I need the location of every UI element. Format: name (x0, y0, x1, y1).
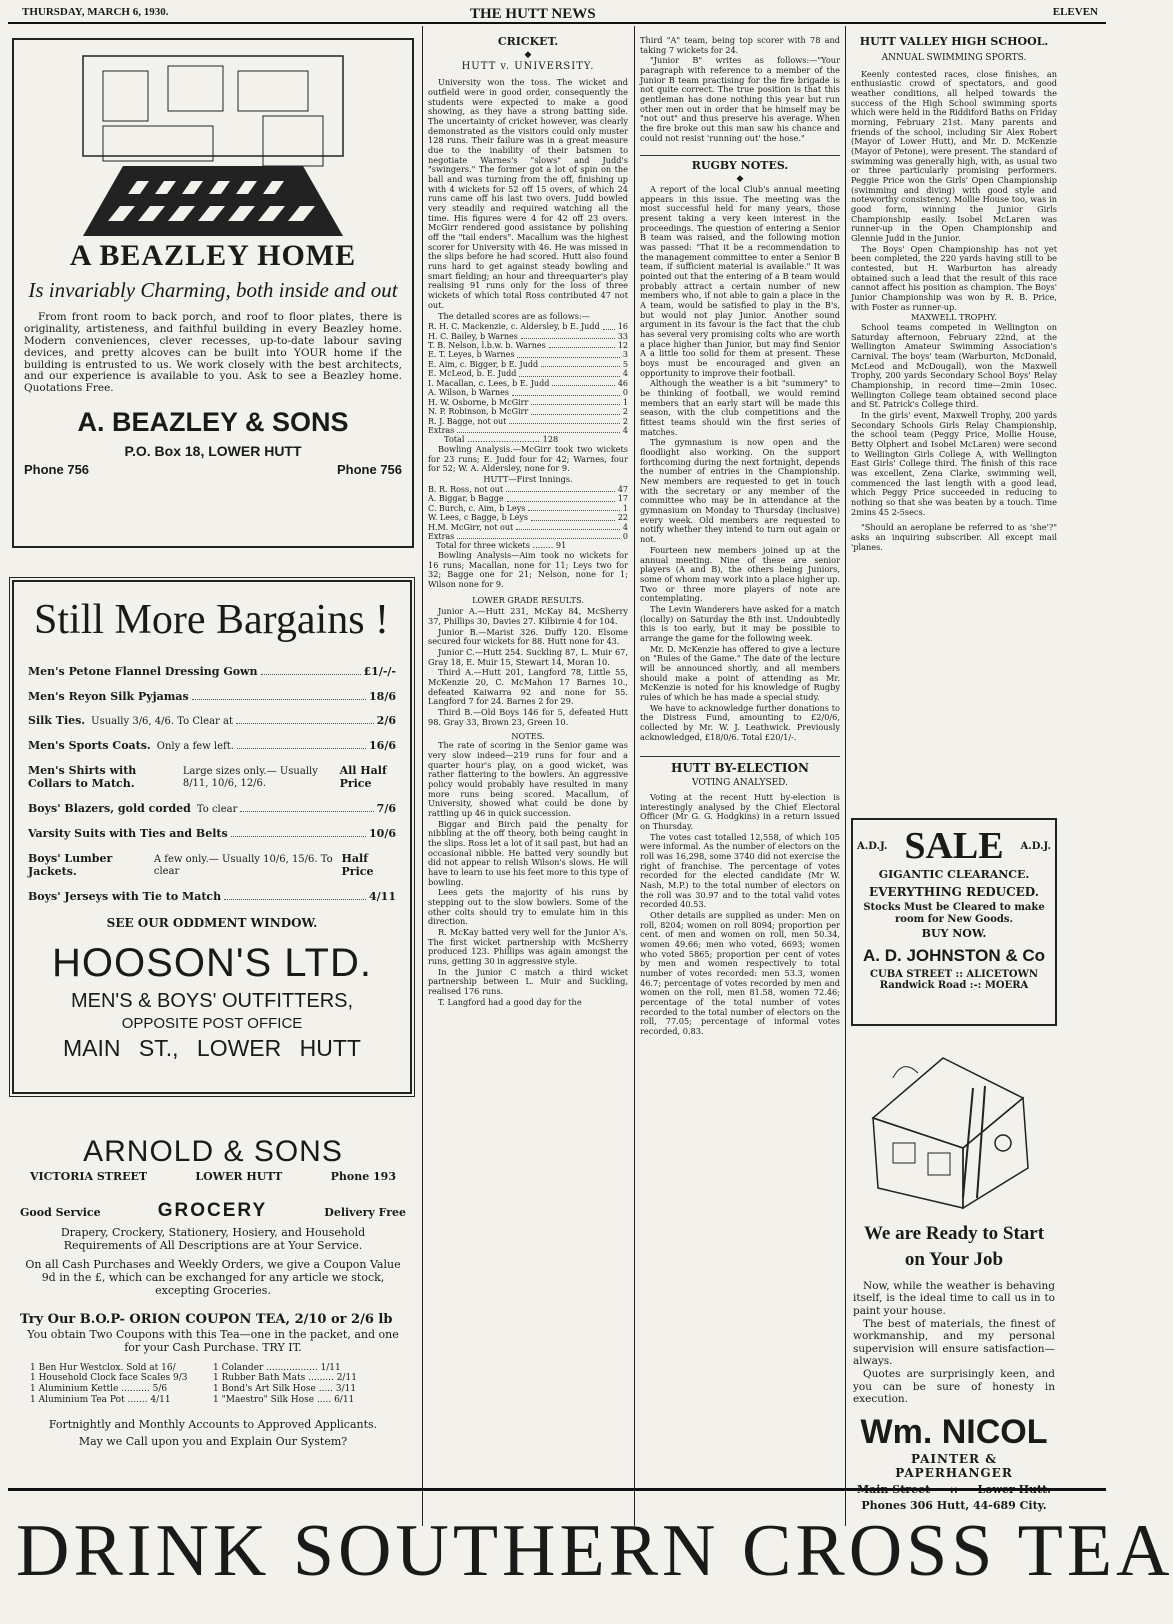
bargain-price: All Half Price (339, 764, 387, 791)
sale-heading: SALE (904, 825, 1004, 867)
column-rule (422, 26, 423, 1526)
election-2: The votes cast totalled 12,558, of which 105 were informal. As the number of electors on the roll was 16,298, some 3740 did not exercise the right of franchise. The percentage of votes recorded for the elected candidate (Mr W. Nash, M.P.) to the total number of electors on the roll was 30.97 and to the total valid votes recorded 40.53. (640, 831, 840, 910)
batsman: T. B. Nelson, l.b.w. b. Warnes (428, 341, 546, 351)
lower-grade-item: Third B.—Old Boys 146 for 5, defeated Hutt 98. Gray 33, Brown 23, Green 10. (428, 707, 628, 727)
nicol-advert (851, 1036, 1057, 1512)
hooson-sub: MEN'S & BOYS' OUTFITTERS, (70, 989, 354, 1012)
score-row (428, 388, 628, 397)
bargain-name: Boys' Jerseys with Tie to Match (28, 890, 222, 904)
buy-now: BUY NOW. (921, 926, 987, 940)
arnold-list (30, 1363, 396, 1405)
runs: 46 (617, 378, 628, 388)
beazley-advert (12, 38, 414, 548)
hutt-total: Total for three wickets ........ 91 (436, 540, 567, 551)
cricket-report: University won the toss. The wicket and outfield were in good order, consequently the students were expected to make a good showing, as they have a strong batting side. The uncertainty of cricket however, was clearly demonstrated as the visitors could only muster 128 runs. Their failure was in a great measure due to the inability of their batsmen to negotiate Warnes's "slows" and Judd's "swingers." The former got a lot of spin on the ball and was turning from the off, finishing up with 4 wickets for 52 off 15 overs, of which 24 runs came off his last two overs. Judd bowled very steadily and required watching all the time. His figures were 4 for 42 off 23 overs. McGirr rendered good assistance by polishing off the "tail enders". Macallum was the highest scorer for University with 46. He was missed in the slips before he had scored. Hutt also found runs hard to get against steady bowling and smart fielding; an hour and threequarter's play realising 91 runs only for the loss of three wickets of which total Ross contributed 47 not out. (428, 77, 628, 310)
leader-dots (516, 523, 620, 530)
page-number: ELEVEN (1052, 6, 1098, 18)
beazley-body: From front room to back porch, and roof to floor plates, there is originality, artisteness, and faithful building in every Beazley home. Modern conveniences, clever recesses, up-to-date labour saving devices, and pretty alcoves can be built into YOUR home if the building is entrusted to us. We work closely with the best architects, and our experience is available to you. Ask to see a Beazley home. Quotations Free. (24, 310, 402, 395)
beazley-phone-right: Phone 756 (336, 461, 402, 477)
hooson-opposite: OPPOSITE POST OFFICE (121, 1015, 303, 1033)
kitchen-illustration (63, 46, 363, 236)
bargain-row (28, 740, 396, 753)
aeroplane-note: "Should an aeroplane be referred to as 'she'?" asks an inquiring subscriber. All except mail 'planes. (851, 522, 1057, 552)
runs: 5 (622, 359, 628, 369)
score-row (428, 523, 628, 532)
column-rule (634, 26, 635, 1526)
beazley-headline: A BEAZLEY HOME (69, 239, 357, 272)
score-row (428, 369, 628, 378)
bargain-price: 7/6 (376, 802, 396, 816)
bargain-name: Men's Shirts with Collars to Match. (28, 764, 137, 791)
batsman: E. Aim, c. Bigger, b E. Judd (428, 359, 539, 369)
bargain-name: Men's Sports Coats. (28, 739, 151, 753)
tea-banner (8, 1488, 1173, 1616)
nicol-street: Main Street (857, 1483, 931, 1497)
runs: 4 (622, 522, 628, 532)
lower-grade-results (428, 607, 628, 727)
notes-2: Biggar and Birch paid the penalty for nibbling at the off theory, both being caught in the slips. Ross let a lot of it sail past, but had an occasional nibble. He batted very soundly but did not appear to relish Wilson's slows. He will have to learn to use his feet more to this type of bowling. (428, 818, 628, 887)
house-illustration (853, 1038, 1053, 1218)
arnold-list-item: 1 Rubber Bath Mats ......... 2/11 (213, 1373, 357, 1384)
batsman: Extras (428, 425, 455, 435)
delivery-free: Delivery Free (324, 1206, 406, 1220)
bargain-price: 4/11 (369, 890, 396, 904)
notes-3: Lees gets the majority of his runs by stepping out to the slow bowlers. Some of the other colts should try to emulate him in this direction. (428, 887, 628, 927)
university-total: Total ............................ 128 (444, 434, 559, 445)
rugby-3: The gymnasium is now open and the floodlight also working. On the support forthcoming during the next fortnight, depends the number of entries in the Championship. New members are requested to get in touch with the secretary or any member of the committee who may be in attendance at the gymnasium on Monday to Thursday (inclusive) every week. Old members are requested to notify whether they intend to turn out again or not. (640, 437, 840, 545)
bargain-row (28, 666, 396, 679)
arnold-list-row (30, 1395, 396, 1406)
hooson-title: Still More Bargains ! (34, 597, 390, 643)
batsman: H.M. McGirr, not out (428, 522, 514, 532)
leader-dots (457, 426, 620, 433)
johnston-firm: A. D. JOHNSTON & Co (863, 945, 1045, 965)
nicol-trade: PAINTER & PAPERHANGER (895, 1451, 1013, 1480)
oddment-notice: SEE OUR ODDMENT WINDOW. (106, 916, 318, 931)
score-row (428, 494, 628, 503)
score-row (428, 322, 628, 331)
leader-dots (528, 504, 620, 511)
arnold-call: May we Call upon you and Explain Our System? (78, 1435, 348, 1449)
runs: 33 (617, 331, 628, 341)
bowling-analysis-2: Bowling Analysis—Aim took no wickets for 16 runs; Macallan, none for 11; Leys two for 32; Bagge one for 21; Nelson, none for 1; Wilson none for 9. (428, 550, 628, 590)
runs: 22 (617, 513, 628, 523)
nicol-1: Now, while the weather is behaving itself, is the ideal time to call us in to paint your house. (853, 1279, 1055, 1317)
runs: 2 (622, 407, 628, 417)
notes-1: The rate of scoring in the Senior game was very slow indeed—219 runs for four and a quarter hour's play, on a good wicket, was rather flattering to the bowlers. An aggressive policy would probably have resulted in many more runs being scored. Macallum, of University, showed what could be done by rattling up 46 in quick succession. (428, 740, 628, 818)
runs: 1 (622, 503, 628, 513)
hutt-innings: HUTT—First Innings. (483, 474, 573, 485)
runs: 17 (617, 494, 628, 504)
bargain-detail: A few only.— Usually 10/6, 15/6. To clear (153, 854, 333, 878)
junior-b-letter: "Junior B" writes as follows:—"Your paragraph with reference to a member of the Junior B team practising for the fire brigade is not quite correct. The true position is that this gentleman has done nothing this year but run other men out in order that he himself may be "not out" and thus preserve his average. When the fire broke out this man saw his chance and could not resist 'running out' the hose." (640, 55, 840, 143)
score-row (428, 513, 628, 522)
leader-dots (237, 748, 366, 749)
runs: 4 (622, 369, 628, 379)
bargain-detail: Usually 3/6, 4/6. To Clear at (91, 716, 233, 728)
cricket-scores-intro: The detailed scores are as follows:— (438, 310, 590, 321)
runs: 12 (617, 341, 628, 351)
ornament: ◆ (736, 174, 744, 185)
leader-dots (521, 332, 615, 339)
bargain-name: Varsity Suits with Ties and Belts (28, 827, 228, 841)
orion-tea: Try Our B.O.P- ORION COUPON TEA, 2/10 or 2/6 lb (20, 1311, 393, 1327)
batsman: A. Biggar, b Bagge (428, 494, 504, 504)
arnold-firm: ARNOLD & SONS (83, 1135, 343, 1168)
notes-6: T. Langford had a good day for the (438, 996, 582, 1007)
arnold-advert (12, 1116, 414, 1496)
bargain-row (28, 715, 396, 728)
runs: 0 (622, 388, 628, 398)
rugby-2: Although the weather is a bit "summery" to be thinking of football, we would remind members that an early start will be made this season, with the club competitions and the fittest teams should win the first series of matches. (640, 378, 840, 437)
nicol-3: Quotes are surprisingly keen, and you can be sure of honesty in execution. (853, 1368, 1055, 1406)
nicol-2: The best of materials, the finest of workmanship, and my personal supervision will ensure satisfaction—always. (853, 1317, 1055, 1368)
nicol-firm: Wm. NICOL (860, 1412, 1048, 1451)
bargain-name: Boys' Blazers, gold corded (28, 802, 191, 816)
batsman: C. Burch, c. Aim, b Leys (428, 503, 526, 513)
lower-grade-item: Junior C.—Hutt 254. Suckling 87, L. Muir 67, Gray 18, E. Muir 15, Stewart 14, Moran 10. (428, 647, 628, 667)
bargain-row (28, 828, 396, 841)
leader-dots (506, 485, 615, 492)
lower-grade-item: Junior A.—Hutt 231, McKay 84, McSherry 37, Phillips 30, Davies 27. Kilbirnie 4 for 104. (428, 606, 628, 627)
leader-dots (192, 699, 366, 700)
batsman: R. H. C. Mackenzie, c. Aldersley, b E. Judd (428, 322, 600, 332)
leader-dots (457, 532, 620, 539)
bargain-price: Half Price (341, 852, 374, 879)
lower-grade-item: Junior B.—Marist 326. Duffy 120. Elsome secured four wickets for 88. Hutt none for 43. (428, 626, 628, 647)
hooson-firm: HOOSON'S LTD. (52, 941, 372, 986)
nicol-town: Lower Hutt. (977, 1483, 1051, 1497)
rugby-1: A report of the local Club's annual meeting appears in this issue. The meeting was the most successful held for many years, those present taking a very keen interest in the proceedings. The question of entering a Senior B team was raised, and the following motion was passed: "That it be a recommendation to the management committee to enter a Senior B team, if sufficient material is available." It was pointed out that the entering of a B team would probably attract a certain number of new members who, if not able to gain a place in the A team, would be satisfied to play in the B's, but would not play Junior. Another sound argument in its favour is the fact that the club has several very promising colts who are worth a place higher than Junior, but may find Senior A a little too solid for them at present. These boys must be encouraged and given an opportunity to improve their football. (640, 183, 840, 378)
leader-dots (531, 513, 615, 520)
page-header (8, 4, 1106, 24)
bargain-row (28, 853, 396, 879)
issue-date: THURSDAY, MARCH 6, 1930. (22, 6, 169, 18)
runs: 16 (617, 322, 628, 332)
rugby-4: Fourteen new members joined up at the annual meeting. Nine of these are senior players (A and B), the others being Juniors, some of whom may work into a place higher up. Two or three more players of note are contemplating. (640, 544, 840, 604)
election-3: Other details are supplied as under: Men on roll, 8204; women on roll 8094; proportion per cent. of men and women on roll, men 50.34, women 49.66; men who voted, 6693; women who voted 5865; proportion per cent of votes by men and women respectively to total number of votes recorded: men 53.3, women 46.7; percentage of votes recorded by men and women on the roll, men 81.58, women 72.46; percentage of the total number of votes recorded to the total number of electors on the roll, 77.05; percentage of informal votes recorded, 0.83. (640, 910, 840, 1037)
bargain-row (28, 891, 396, 904)
stocks: Stocks Must be Cleared to make room for New Goods. (863, 901, 1045, 925)
arnold-list-row (30, 1373, 396, 1384)
leader-dots (236, 723, 374, 724)
lower-grade-heading: LOWER GRADE RESULTS. (472, 594, 584, 605)
adj-right: A.D.J. (1020, 840, 1051, 852)
johnston-advert (851, 818, 1057, 1026)
school-column (851, 36, 1057, 796)
university-scorecard (428, 322, 628, 435)
batsman: A. Wilson, b Warnes (428, 388, 509, 398)
adj-left: A.D.J. (857, 840, 888, 852)
cricket-heading: CRICKET. (497, 35, 559, 48)
runs: 3 (622, 350, 628, 360)
beazley-phone-left: Phone 756 (24, 461, 90, 477)
bargain-detail: Only a few left. (156, 741, 234, 753)
runs: 0 (622, 531, 628, 541)
batsman: E. McLeod, b. E. Judd (428, 369, 517, 379)
rugby-6: Mr. D. McKenzie has offered to give a lecture on "Rules of the Game." The date of the lecture will be announced shortly, and all members should make a point of attending as Mr. McKenzie is noted for his knowledge of Rugby rules of which he has made a special study. (640, 643, 840, 702)
batsman: B. R. Ross, not out (428, 484, 504, 494)
arnold-coupon: On all Cash Purchases and Weekly Orders, we give a Coupon Value 9d in the £, which can be exchanged for any article we stock, excepting Groceries. (25, 1257, 401, 1297)
score-row (428, 398, 628, 407)
score-row (428, 407, 628, 416)
school-4: In the girls' event, Maxwell Trophy, 200 yards Secondary Schools Girls Relay Championship, the school team (Peggy Price, Mollie House, Betty Olphert and Isobel McLaren) were second to Wellington Girls College A, with Wellington East Girls' College third. The finish of this race was excellent, Zena Clarke, swimming well, commenced the last length with a good lead, which Peggy Price succeeded in reducing to nothing so that she was beaten by a touch. Time 2mins 45 2-5secs. (851, 410, 1057, 517)
hooson-address: MAIN ST., LOWER HUTT (63, 1034, 361, 1061)
leader-dots (541, 360, 620, 367)
johnston-street-1: CUBA STREET :: ALICETOWN (870, 968, 1038, 980)
leader-dots (240, 811, 373, 812)
runs: 4 (622, 425, 628, 435)
maxwell-heading: MAXWELL TROPHY. (911, 312, 997, 323)
score-row (428, 350, 628, 359)
election-heading: HUTT BY-ELECTION (640, 756, 840, 775)
notes-5: In the Junior C match a third wicket partnership between L. Muir and Suckling, realised 176 runs. (428, 966, 628, 996)
leader-dots (519, 369, 620, 376)
leader-dots (224, 899, 366, 900)
beazley-address: P.O. Box 18, LOWER HUTT (124, 443, 302, 460)
batsman: E. T. Leyes, b Warnes (428, 350, 515, 360)
nicol-separator: :: (949, 1483, 958, 1497)
ornament: ◆ (524, 49, 532, 60)
score-row (428, 485, 628, 494)
beazley-firm: A. BEAZLEY & SONS (77, 407, 349, 438)
bargain-price: £1/-/- (363, 664, 396, 678)
batsman: N. P. Robinson, b McGirr (428, 407, 529, 417)
cricket-continued: Third "A" team, being top scorer with 78 and taking 7 wickets for 24. (640, 35, 840, 55)
score-row (428, 341, 628, 350)
arnold-town: LOWER HUTT (195, 1170, 283, 1184)
bargain-list (28, 666, 396, 905)
grocery-heading: GROCERY (157, 1200, 268, 1222)
bargain-name: Men's Reyon Silk Pyjamas (28, 689, 189, 703)
batsman: I. Macallan, c. Lees, b E. Judd (428, 378, 550, 388)
rugby-heading: RUGBY NOTES. (640, 155, 840, 173)
leader-dots (517, 350, 619, 357)
beazley-tagline: Is invariably Charming, both inside and out (28, 278, 398, 303)
cricket-column (428, 36, 628, 1476)
arnold-list-item: 1 "Maestro" Silk Hose ..... 6/11 (213, 1394, 355, 1405)
score-row (428, 332, 628, 341)
arnold-lines: Drapery, Crockery, Stationery, Hosiery, and Household Requirements of All Descriptions are at Your Service. (60, 1225, 366, 1252)
cricket-sub: HUTT v. UNIVERSITY. (461, 60, 595, 72)
batsman: R. J. Bagge, not out (428, 416, 507, 426)
clearance: GIGANTIC CLEARANCE. (878, 867, 1030, 881)
bargain-price: 10/6 (369, 827, 396, 841)
bargain-name: Men's Petone Flannel Dressing Gown (28, 664, 258, 678)
batsman: W. Lees, c Bagge, b Leys (428, 513, 528, 523)
johnston-street-2: Randwick Road :-: MOERA (879, 980, 1029, 992)
batsman: H. C. Bailey, b Warnes (428, 331, 518, 341)
election-sub: VOTING ANALYSED. (692, 778, 788, 789)
orion-tea-desc: You obtain Two Coupons with this Tea—one in the packet, and one for your Cash Purchase. TRY IT. (27, 1327, 399, 1354)
bargain-row (28, 765, 396, 791)
arnold-list-item: 1 Aluminium Tea Pot ....... 4/11 (30, 1394, 171, 1405)
rugby-5: The Levin Wanderers have asked for a match (locally) on Saturday the 8th inst. Undoubtedly this is too early, but it may be possible to arrange the game for the following week. (640, 603, 840, 643)
leader-dots (552, 379, 615, 386)
bargain-price: 18/6 (369, 689, 396, 703)
bowling-analysis-1: Bowling Analysis.—McGirr took two wickets for 23 runs; E. Judd four for 42; Warnes, four for 52; W. A. Aldersley, none for 9. (428, 444, 628, 474)
hutt-scorecard (428, 485, 628, 542)
notes-4: R. McKay batted very well for the Junior A's. The first wicket partnership with McSherry produced 123. Phillips was again amongst the runs, getting 30 in aggressive style. (428, 926, 628, 966)
bargain-price: 2/6 (376, 714, 396, 728)
arnold-list-item: 1 Household Clock face Scales 9/3 (30, 1373, 188, 1384)
arnold-list-row (30, 1384, 396, 1395)
leader-dots (531, 398, 620, 405)
reduced: EVERYTHING REDUCED. (869, 884, 1039, 899)
nicol-ready: We are Ready to Start on Your Job (863, 1222, 1045, 1271)
leader-dots (507, 494, 615, 501)
score-row (428, 379, 628, 388)
score-row (428, 417, 628, 426)
bargain-name: Boys' Lumber Jackets. (28, 852, 113, 879)
column-rule (845, 26, 846, 1526)
bargain-detail: Large sizes only.— Usually 8/11, 10/6, 12/6. (182, 766, 318, 790)
school-2: The Boys' Open Championship has not yet been completed, the 220 yards having still to be contested, but H. Warburton has already obtained such a lead that the result of this race cannot affect his position as champion. The Boys' Junior Championship was won by R. B. Price, with Foster as runner-up. (851, 243, 1057, 312)
leader-dots (603, 322, 615, 329)
school-sub: ANNUAL SWIMMING SPORTS. (881, 52, 1027, 63)
arnold-list-item: 1 Aluminium Kettle .......... 5/6 (30, 1384, 168, 1395)
notes-heading: NOTES. (511, 730, 545, 741)
arnold-list-item: 1 Bond's Art Silk Hose ..... 3/11 (213, 1384, 357, 1395)
school-3: School teams competed in Wellington on Saturday afternoon, February 22nd, at the Wellington Amateur Swimming Association's Carnival. The boys' team (Warburton, McDonald, McLeod and McDougall), won the Maxwell Trophy, 200 yards Secondary School Boys' Relay Championship, in record time—2min 10sec. Wellington College team obtained second place and St. Patrick's College third. (851, 322, 1057, 410)
runs: 2 (622, 416, 628, 426)
arnold-street: VICTORIA STREET (30, 1170, 148, 1184)
bargain-row (28, 691, 396, 704)
nicol-phones: Phones 306 Hutt, 44-689 City. (861, 1499, 1047, 1512)
score-row (428, 504, 628, 513)
leader-dots (549, 341, 615, 348)
bargain-name: Silk Ties. (28, 714, 86, 728)
arnold-list-row (30, 1363, 396, 1374)
arnold-list-item: 1 Ben Hur Westclox. Sold at 16/ (30, 1362, 176, 1373)
arnold-list-item: 1 Colander .................. 1/11 (213, 1362, 341, 1373)
hooson-advert (12, 580, 412, 1094)
rugby-column (640, 36, 840, 1476)
election-1: Voting at the recent Hutt by-election is interestingly analysed by the Chief Electoral Officer (Mr G. G. Hodgkins) in a return issued on Thursday. (640, 792, 840, 832)
lower-grade-item: Third A.—Hutt 201, Langford 78, Little 55, McKenzie 20, C. McMahon 17 Barnes 10., defeated Kaiwarra 92 and none for 55. Langford 7 for 24. Barnes 2 for 29. (428, 667, 628, 707)
school-heading: HUTT VALLEY HIGH SCHOOL. (859, 35, 1049, 48)
leader-dots (509, 417, 620, 424)
masthead: THE HUTT NEWS (470, 6, 596, 22)
bargain-detail: To clear (196, 804, 238, 816)
batsman: H. W. Osborne, b McGirr (428, 397, 529, 407)
score-row (428, 360, 628, 369)
bargain-row (28, 803, 396, 816)
arnold-accounts: Fortnightly and Monthly Accounts to Approved Applicants. (48, 1418, 378, 1432)
batsman: Extras (428, 531, 455, 541)
runs: 47 (617, 484, 628, 494)
school-1: Keenly contested races, close finishes, an enthusiastic crowd of spectators, and good weather conditions, all helped towards the success of the High School swimming sports which were held in the Riddiford Baths on Friday morning, February 21st. Many parents and friends of the school, including Sir Alex Robert (Mayor of Lower Hutt), and Mr. D. McKenzie (Mayor of Petone), were present. The standard of swimming was generally high, with, as usual two or three particularly promising performers. Peggie Price won the Girls' Open Championship (swimming and diving) with good style and noteworthy consistency. Mollie House too, was in good form, winning the Junior Girls Championship easily. Isobel McLaren was runner-up in the Open Championship and Glennie Judd in the Junior. (851, 68, 1057, 243)
arnold-phone: Phone 193 (330, 1170, 396, 1184)
rugby-7: We have to acknowledge further donations to the Distress Fund, amounting to £2/0/6, collected by Mr. W. J. Leathwick. Previously acknowledged, £18/0/6. Total £20/1/-. (640, 702, 840, 742)
banner-text: DRINK SOUTHERN CROSS TEA (16, 1510, 1173, 1592)
bargain-price: 16/6 (369, 739, 396, 753)
leader-dots (231, 836, 366, 837)
leader-dots (261, 674, 361, 675)
leader-dots (512, 388, 620, 395)
runs: 1 (622, 397, 628, 407)
good-service: Good Service (20, 1206, 101, 1220)
leader-dots (531, 407, 620, 414)
